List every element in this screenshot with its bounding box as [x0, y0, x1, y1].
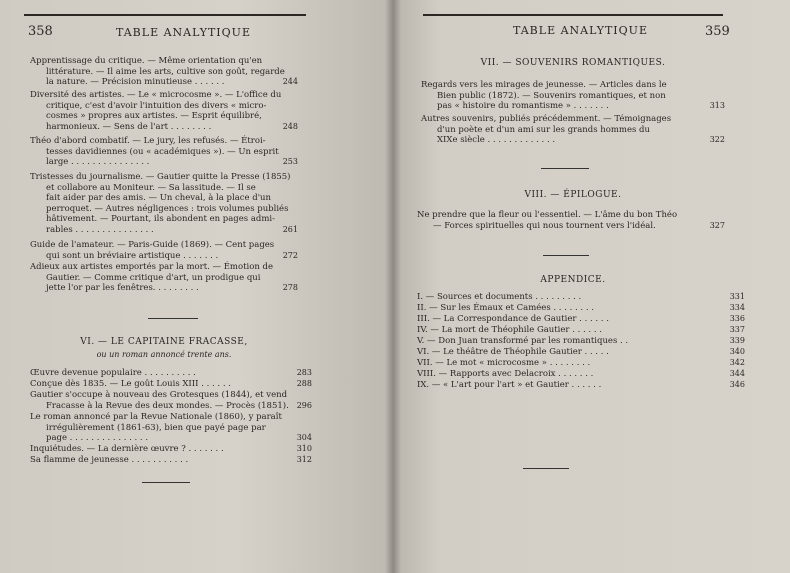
toc-entry: Regards vers les mirages de jeunesse. — Articles dans le Bien public (1872). — Souvenirs romantiques, et non pas « histoire du romantisme » . . . . . . . 313	[421, 80, 725, 112]
page-ref: 244	[282, 77, 298, 87]
page-number: 358	[28, 24, 53, 39]
header-rule	[423, 14, 723, 16]
appendix-item: VIII. — Rapports avec Delacroix . . . . . . . 344	[417, 369, 745, 379]
page-ref: 336	[729, 314, 745, 323]
toc-entry: Adieux aux artistes emportés par la mort. — Émotion de Gautier. — Comme critique d'art, un prodigue qui jette l'or par les fenêtres. . . . . . . . . 278	[30, 262, 298, 294]
book-gutter	[385, 0, 401, 573]
header-rule	[24, 14, 306, 16]
running-header: TABLE ANALYTIQUE	[116, 26, 251, 39]
left-page	[0, 0, 393, 573]
page-ref: 337	[729, 325, 745, 334]
section-divider	[148, 318, 198, 319]
page-ref: 310	[296, 444, 312, 453]
toc-entry: Œuvre devenue populaire . . . . . . . . . . 283	[30, 368, 312, 378]
page-ref: 288	[296, 379, 312, 388]
appendix-item: VII. — Le mot « microcosme » . . . . . . . . 342	[417, 358, 745, 368]
toc-entry: Apprentissage du critique. — Même orientation qu'en littérature. — Il aime les arts, cultive son goût, regarde la nature. — Précision minutieuse . . . . . . 244	[30, 56, 298, 88]
page-ref: 304	[296, 433, 312, 443]
toc-entry: Inquiétudes. — La dernière œuvre ? . . . . . . . 310	[30, 444, 312, 454]
appendix-item: V. — Don Juan transformé par les romantiques . . 339	[417, 336, 745, 346]
page-number: 359	[705, 24, 730, 39]
page-ref: 272	[282, 250, 298, 260]
appendix-title: APPENDICE.	[540, 275, 606, 285]
toc-entry: Tristesses du journalisme. — Gautier quitte la Presse (1855) et collabore au Moniteur. — Sa lassitude. — Il se fait aider par des amis. — Un cheval, à la place d'un perroquet. — Autres négligences : trois volumes publiés hâtivement. — Pourtant, ils abondent en pages admi- rables . . . . . . . . . . . . . . . 261	[30, 172, 298, 235]
toc-entry: Ne prendre que la fleur ou l'essentiel. — L'âme du bon Théo — Forces spirituelles qui nous tournent vers l'idéal. 327	[417, 210, 725, 231]
section-divider	[142, 482, 190, 483]
page-ref: 340	[729, 347, 745, 356]
section-divider	[541, 168, 589, 169]
page-ref: 296	[296, 400, 312, 410]
toc-entry: Le roman annoncé par la Revue Nationale (1860), y paraît irrégulièrement (1861-63), bien que payé page par page . . . . . . . . . . . . . . . 304	[30, 412, 312, 444]
section-divider	[523, 468, 569, 469]
toc-entry: Diversité des artistes. — Le « microcosme ». — L'office du critique, c'est d'avoir l'intuition des divers « micro- cosmes » propres aux artistes. — Esprit équilibré, harmonieux. — Sens de l'art . . . . . . . . 248	[30, 90, 298, 132]
page-ref: 331	[729, 292, 745, 301]
page-ref: 312	[296, 455, 312, 464]
chapter-title: VII. — SOUVENIRS ROMANTIQUES.	[480, 58, 666, 68]
appendix-item: II. — Sur les Émaux et Camées . . . . . . . . 334	[417, 303, 745, 313]
chapter-title: VIII. — ÉPILOGUE.	[524, 190, 622, 200]
page-ref: 344	[729, 369, 745, 378]
page-ref: 327	[709, 220, 725, 230]
toc-entry: Gautier s'occupe à nouveau des Grotesques (1844), et vend Fracasse à la Revue des deux mondes. — Procès (1851). 296	[30, 390, 312, 411]
page-ref: 253	[282, 157, 298, 167]
toc-entry: Autres souvenirs, publiés précédemment. — Témoignages d'un poète et d'un ami sur les grands hommes du XIXe siècle . . . . . . . . . . . . . 322	[421, 114, 725, 146]
right-page	[393, 0, 790, 573]
toc-entry: Guide de l'amateur. — Paris-Guide (1869). — Cent pages qui sont un bréviaire artistique . . . . . . . 272	[30, 240, 298, 261]
chapter-title: VI. — LE CAPITAINE FRACASSE,	[80, 337, 248, 347]
toc-entry: Théo d'abord combatif. — Le jury, les refusés. — Étroi- tesses davidiennes (ou « académiques »). — Un esprit large . . . . . . . . . . . . . . . 253	[30, 136, 298, 168]
page-ref: 278	[282, 283, 298, 293]
section-divider	[543, 255, 589, 256]
running-header: TABLE ANALYTIQUE	[513, 24, 648, 37]
page-ref: 342	[729, 358, 745, 367]
toc-entry: Conçue dès 1835. — Le goût Louis XIII . . . . . . 288	[30, 379, 312, 389]
chapter-subtitle: ou un roman annoncé trente ans.	[96, 350, 232, 359]
page-ref: 346	[729, 380, 745, 389]
appendix-item: IV. — La mort de Théophile Gautier . . . . . . 337	[417, 325, 745, 335]
toc-entry: Sa flamme de jeunesse . . . . . . . . . . . 312	[30, 455, 312, 465]
page-ref: 248	[282, 121, 298, 131]
appendix-item: III. — La Correspondance de Gautier . . . . . . 336	[417, 314, 745, 324]
page-ref: 261	[282, 224, 298, 234]
page-ref: 322	[709, 135, 725, 145]
page-ref: 313	[709, 101, 725, 111]
page-ref: 334	[729, 303, 745, 312]
page-ref: 339	[729, 336, 745, 345]
appendix-item: VI. — Le théâtre de Théophile Gautier . . . . . 340	[417, 347, 745, 357]
appendix-item: IX. — « L'art pour l'art » et Gautier . . . . . . 346	[417, 380, 745, 390]
appendix-item: I. — Sources et documents . . . . . . . . . 331	[417, 292, 745, 302]
page-ref: 283	[296, 368, 312, 377]
